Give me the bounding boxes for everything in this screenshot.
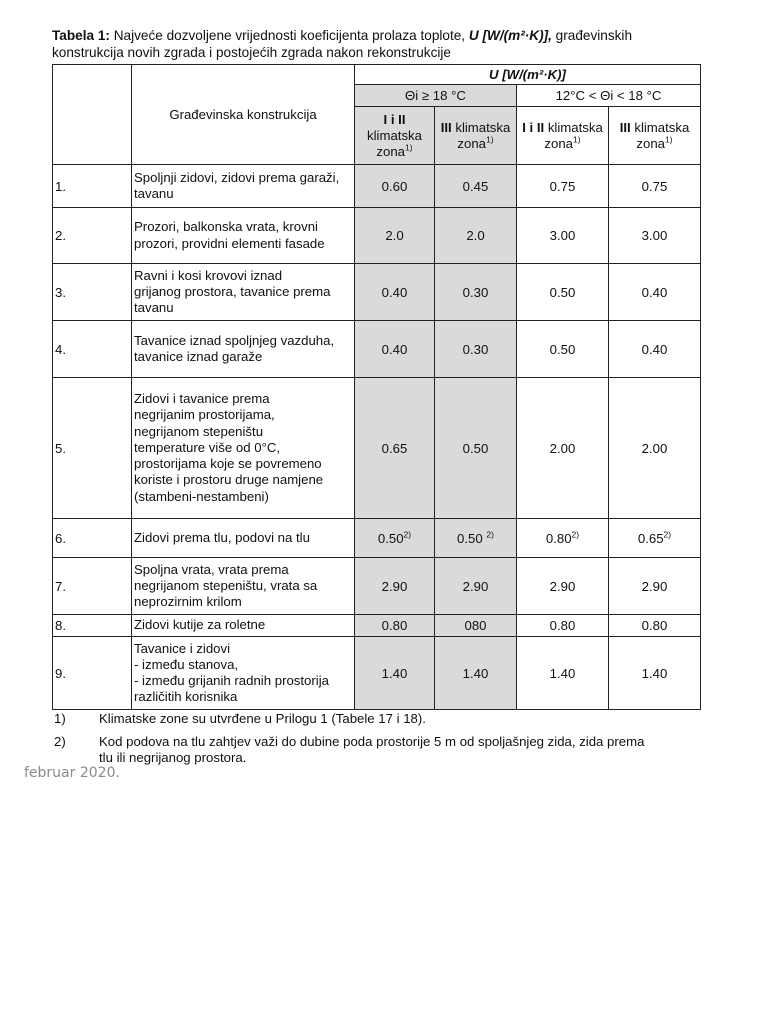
table-row: [53, 165, 701, 208]
row-number-cell: [53, 519, 132, 558]
header-col-2-bold: III: [440, 119, 452, 135]
row-construction-line: Spoljnji zidovi, zidovi prema garaži,: [134, 169, 340, 185]
row-number: 9.: [55, 665, 66, 681]
u-value: 0.40: [641, 284, 668, 300]
header-col-1: [355, 107, 435, 165]
u-value: 0.50: [457, 530, 487, 546]
u-value: 0.65: [637, 530, 664, 546]
row-number: 7.: [55, 578, 66, 594]
caption-label: Tabela 1:: [52, 28, 110, 43]
u-value: 3.00: [549, 228, 576, 243]
u-value: 1.40: [381, 665, 408, 681]
footnote: [54, 711, 734, 728]
row-construction-line: Zidovi prema tlu, podovi na tlu: [134, 529, 310, 545]
u-value-cell: [517, 519, 609, 558]
u-value-cell: [517, 615, 609, 637]
u-value-cell: [435, 321, 517, 378]
u-value-cell: [435, 615, 517, 637]
header-unit-cell: [355, 65, 701, 85]
u-value-cell: [517, 208, 609, 264]
u-value: 3.00: [641, 228, 668, 243]
footnote-line: Kod podova na tlu zahtjev važi do dubine poda prostorije 5 m od spoljašnjeg zida, zida prema: [99, 733, 645, 749]
row-number-cell: [53, 615, 132, 637]
caption-text-2: građevinskih konstrukcija novih zgrada i postojećih zgrada nakon rekonstrukcije: [52, 28, 633, 60]
footnote: [54, 734, 734, 767]
table-row: [53, 208, 701, 264]
footnote-line: tlu ili negrijanog prostora.: [99, 750, 247, 765]
row-construction-line: tavanice iznad garaže: [134, 349, 263, 364]
row-construction-line: - između stanova,: [134, 656, 239, 672]
header-col-3-ref: 1): [573, 134, 581, 145]
u-value-ref: 2): [571, 529, 580, 540]
table-caption: [52, 27, 702, 61]
u-value-cell: [609, 264, 701, 321]
u-value-cell: [435, 208, 517, 264]
u-value: 1.40: [549, 665, 576, 681]
row-construction-line: Tavanice i zidovi: [134, 640, 231, 656]
header-unit: U [W/(m²·K)]: [489, 66, 566, 82]
u-value: 2.90: [641, 578, 668, 594]
row-construction-cell: [132, 637, 355, 710]
u-value-cell: [609, 165, 701, 208]
u-value-cell: [609, 519, 701, 558]
u-value-ref: 2): [486, 529, 494, 540]
u-value: 0.80: [549, 618, 576, 633]
u-value: 0.30: [462, 284, 489, 300]
row-number: 4.: [55, 341, 66, 357]
u-value: 0.50: [377, 530, 404, 546]
row-construction-cell: [132, 165, 355, 208]
row-construction-line: negrijanom stepeništu, vrata sa: [134, 577, 318, 593]
header-col-1-line1: I i II: [383, 111, 406, 127]
row-number-cell: [53, 208, 132, 264]
u-value: 2.90: [549, 578, 576, 594]
document-date: februar 2020.: [24, 765, 120, 781]
row-number-cell: [53, 558, 132, 615]
row-construction-line: Ravni i kosi krovovi iznad: [134, 267, 283, 283]
row-construction-line: (stambeni-nestambeni): [134, 488, 269, 504]
row-number-cell: [53, 378, 132, 519]
u-value: 0.75: [641, 178, 668, 194]
header-col-2-ref: 1): [486, 134, 494, 145]
row-number-cell: [53, 165, 132, 208]
footnote-line: Klimatske zone su utvrđene u Prilogu 1 (Tabele 17 i 18).: [99, 711, 426, 726]
u-value-cell: [355, 208, 435, 264]
row-construction-line: prostorijama koje se povremeno: [134, 456, 322, 472]
u-value: 0.80: [545, 530, 572, 546]
row-construction-line: tavanu: [134, 300, 174, 316]
u-value-cell: [435, 165, 517, 208]
u-value-cell: [609, 378, 701, 519]
u-value-cell: [609, 637, 701, 710]
u-value: 2.00: [641, 440, 668, 456]
u-value-cell: [355, 519, 435, 558]
row-number: 2.: [55, 228, 66, 243]
header-construction-label: Građevinska konstrukcija: [169, 106, 317, 122]
footnote-number: 1): [54, 711, 66, 726]
u-value: 1.40: [641, 665, 668, 681]
u-value-cell: [517, 637, 609, 710]
header-number-cell: [53, 65, 132, 165]
table-row: [53, 321, 701, 378]
row-construction-cell: [132, 264, 355, 321]
u-value: 0.40: [381, 341, 408, 357]
header-col-4: [609, 107, 701, 165]
u-value-cell: [609, 558, 701, 615]
u-value-cell: [609, 615, 701, 637]
row-construction-line: Zidovi i tavanice prema: [134, 391, 270, 407]
row-number: 8.: [55, 618, 66, 633]
u-value: 0.30: [462, 341, 489, 357]
row-construction-line: grijanog prostora, tavanice prema: [134, 283, 331, 299]
row-number-cell: [53, 264, 132, 321]
u-value-cell: [517, 558, 609, 615]
u-value: 0.50: [549, 284, 576, 300]
header-construction-cell: [132, 65, 355, 165]
row-construction-cell: [132, 321, 355, 378]
row-construction-cell: [132, 519, 355, 558]
row-construction-line: Tavanice iznad spoljnjeg vazduha,: [134, 332, 335, 348]
table-row: [53, 378, 701, 519]
u-value: 0.60: [381, 178, 408, 194]
row-construction-line: Zidovi kutije za roletne: [134, 617, 266, 633]
table-row: [53, 637, 701, 710]
row-construction-cell: [132, 558, 355, 615]
row-number: 6.: [55, 530, 66, 546]
row-construction-line: prozori, providni elementi fasade: [134, 235, 325, 251]
u-value-cell: [355, 165, 435, 208]
u-value: 2.0: [466, 228, 485, 243]
u-value-table: [52, 64, 701, 710]
u-value: 0.80: [381, 618, 408, 633]
footnotes: [54, 711, 734, 773]
u-value: 2.90: [462, 578, 489, 594]
header-col-3-bold: I i II: [522, 119, 545, 135]
row-construction-line: različitih korisnika: [134, 689, 238, 705]
u-value: 0.40: [381, 284, 408, 300]
header-col-2: [435, 107, 517, 165]
u-value-cell: [355, 615, 435, 637]
row-construction-cell: [132, 615, 355, 637]
u-value-cell: [517, 378, 609, 519]
u-value-cell: [355, 558, 435, 615]
u-value-cell: [435, 637, 517, 710]
header-col-3: [517, 107, 609, 165]
u-value: 0.50: [462, 440, 489, 456]
u-value-cell: [435, 519, 517, 558]
u-value-cell: [355, 637, 435, 710]
table-row: [53, 519, 701, 558]
u-value: 0.75: [549, 178, 576, 194]
u-value: 0.65: [381, 440, 408, 456]
row-construction-cell: [132, 208, 355, 264]
row-construction-line: neprozirnim krilom: [134, 594, 242, 610]
row-construction-line: koriste i prostoru druge namjene: [134, 472, 324, 488]
u-value: 080: [464, 618, 487, 633]
row-number: 1.: [55, 178, 66, 194]
table-row: [53, 264, 701, 321]
row-number-cell: [53, 637, 132, 710]
caption-text-1: Najveće dozvoljene vrijednosti koeficijenta prolaza toplote,: [109, 28, 469, 43]
header-group-2-label: 12°C < Θi < 18 °C: [555, 87, 662, 103]
caption-unit: U [W/(m²·K)],: [468, 28, 552, 43]
header-col-2-text: klimatska zona: [451, 119, 511, 151]
table-row: [53, 615, 701, 637]
footnote-number: 2): [54, 733, 66, 749]
row-construction-line: temperature više od 0°C,: [134, 439, 281, 455]
row-construction-line: Prozori, balkonska vrata, krovni: [134, 219, 318, 235]
header-col-4-text: klimatska zona: [630, 119, 690, 151]
u-value: 0.45: [462, 178, 489, 194]
row-number-cell: [53, 321, 132, 378]
row-number: 5.: [55, 440, 66, 456]
u-value: 2.90: [381, 578, 408, 594]
row-construction-cell: [132, 378, 355, 519]
u-value-cell: [355, 264, 435, 321]
row-construction-line: tavanu: [134, 186, 174, 201]
u-value-cell: [517, 264, 609, 321]
header-col-1-line3: zona: [376, 143, 406, 159]
u-value-cell: [609, 321, 701, 378]
u-value: 0.80: [641, 618, 668, 633]
u-value-cell: [609, 208, 701, 264]
u-value: 2.00: [549, 440, 576, 456]
row-construction-line: negrijanim prostorijama,: [134, 407, 275, 423]
u-value-cell: [355, 378, 435, 519]
header-col-3-text: klimatska zona: [544, 119, 603, 151]
row-construction-line: negrijanom stepeništu: [134, 423, 264, 439]
u-value-ref: 2): [663, 529, 672, 540]
u-value-ref: 2): [403, 529, 412, 540]
row-number: 3.: [55, 284, 66, 300]
u-value-cell: [517, 321, 609, 378]
header-col-4-bold: III: [619, 119, 631, 135]
table-row: [53, 558, 701, 615]
u-value-cell: [517, 165, 609, 208]
u-value: 2.0: [385, 228, 404, 243]
u-value: 1.40: [462, 665, 489, 681]
u-value-cell: [435, 378, 517, 519]
header-group-2: [517, 85, 701, 107]
header-col-4-ref: 1): [665, 134, 673, 145]
u-value: 0.40: [641, 341, 668, 357]
u-value-cell: [435, 264, 517, 321]
header-col-1-line2: klimatska: [367, 127, 422, 143]
u-value: 0.50: [549, 341, 576, 357]
header-col-1-ref: 1): [405, 142, 413, 153]
u-value-cell: [435, 558, 517, 615]
header-group-1: [355, 85, 517, 107]
header-group-1-label: Θi ≥ 18 °C: [405, 87, 466, 103]
row-construction-line: Spoljna vrata, vrata prema: [134, 561, 289, 577]
row-construction-line: - između grijanih radnih prostorija: [134, 673, 329, 688]
u-value-cell: [355, 321, 435, 378]
